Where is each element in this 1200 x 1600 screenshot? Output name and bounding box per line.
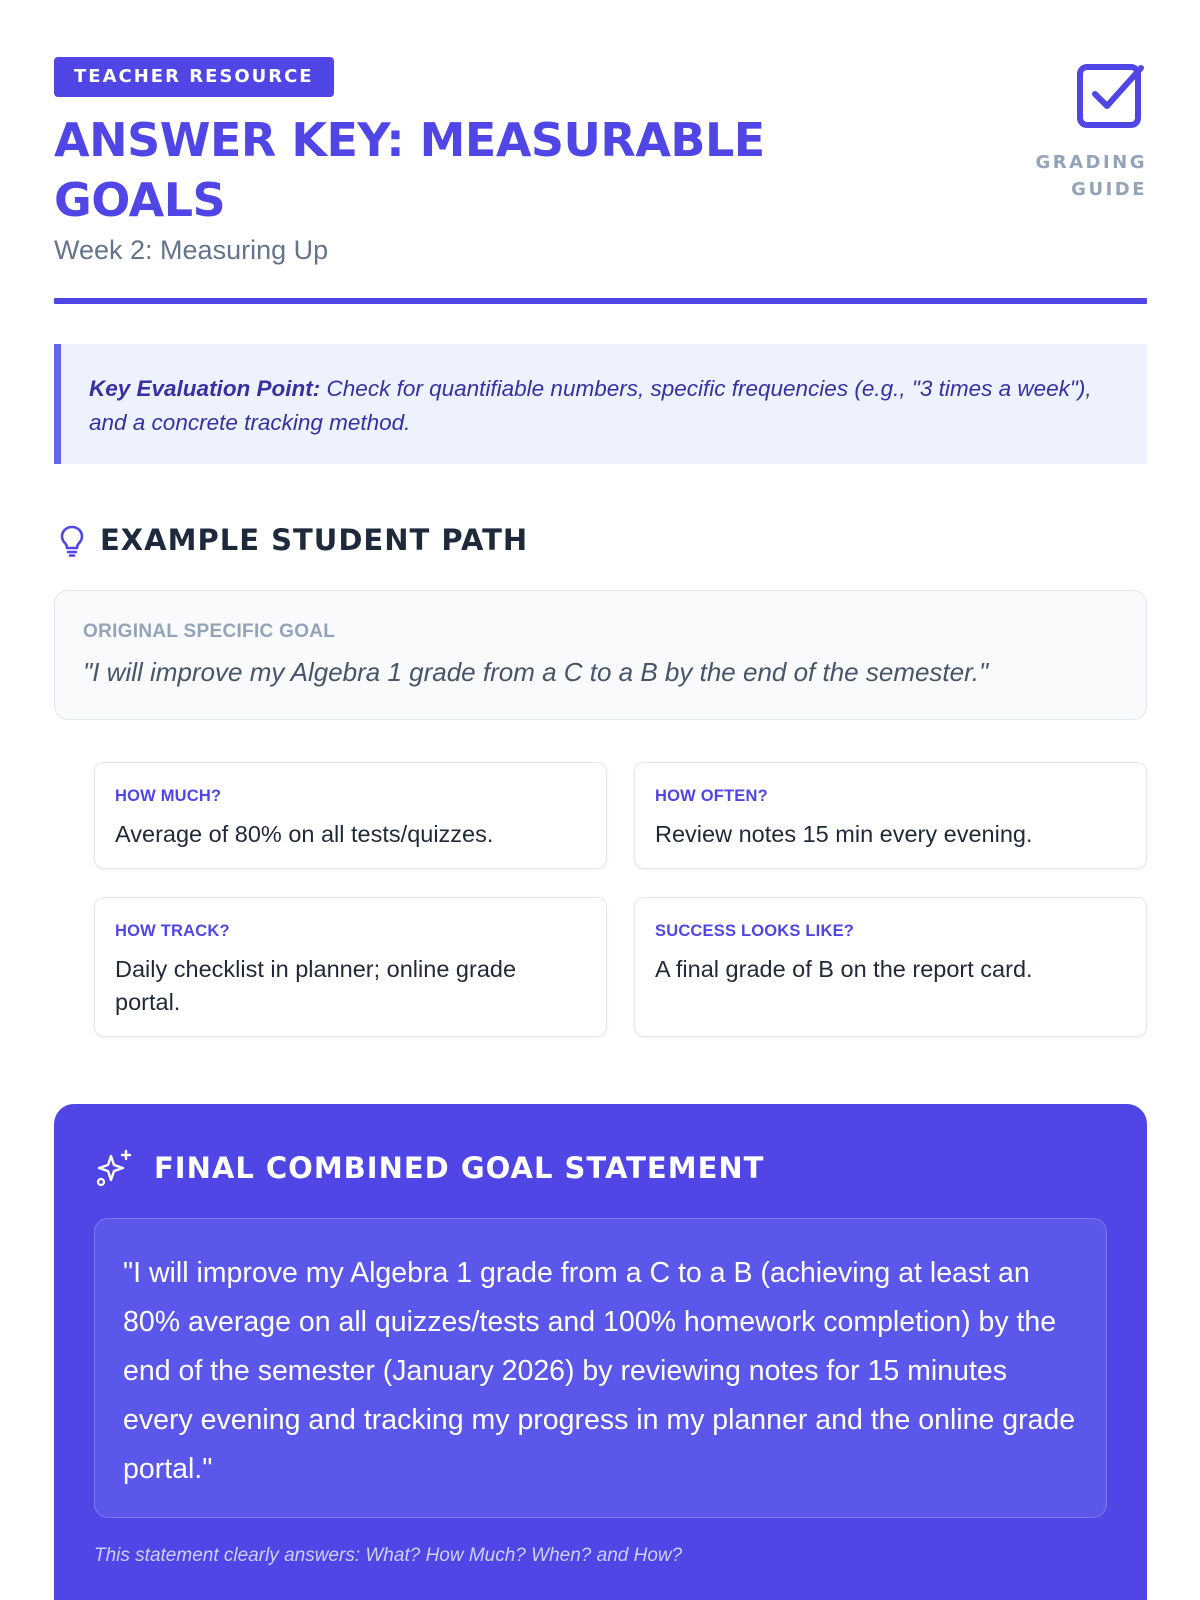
original-goal-label: ORIGINAL SPECIFIC GOAL [83, 621, 336, 642]
final-goal-title: FINAL COMBINED GOAL STATEMENT [154, 1151, 765, 1185]
callout-label: Key Evaluation Point: [89, 376, 321, 401]
answer-key-page [54, 0, 1147, 1600]
how-much-card [94, 762, 607, 869]
grading-guide-label [987, 149, 1147, 203]
original-goal-box [54, 590, 1147, 720]
card-text: Daily checklist in planner; online grade portal. [115, 956, 517, 1015]
card-text: Average of 80% on all tests/quizzes. [115, 821, 494, 847]
how-track-card [94, 897, 607, 1037]
card-text: Review notes 15 min every evening. [655, 821, 1033, 847]
checkbox-icon [1075, 58, 1147, 130]
card-label: HOW OFTEN? [655, 787, 768, 805]
card-label: HOW MUCH? [115, 787, 222, 805]
example-section-title: EXAMPLE STUDENT PATH [100, 523, 529, 557]
grading-label-line2: GUIDE [1071, 179, 1147, 200]
grading-label-line1: GRADING [1035, 152, 1147, 173]
page-subtitle: Week 2: Measuring Up [54, 235, 329, 265]
page-title: ANSWER KEY: MEASURABLE GOALS [54, 113, 765, 227]
lightbulb-icon [54, 522, 90, 558]
final-goal-panel [54, 1104, 1147, 1600]
card-label: HOW TRACK? [115, 922, 230, 940]
sparkles-icon [94, 1148, 134, 1188]
teacher-resource-badge: TEACHER RESOURCE [54, 57, 334, 97]
example-section-heading [54, 520, 528, 560]
card-text: A final grade of B on the report card. [655, 956, 1033, 982]
final-goal-statement: "I will improve my Algebra 1 grade from a C to a B (achieving at least an 80% average on all quizzes/tests and 100% homework completion) by the end of the semester (January 2026) by reviewing notes for 15 minutes every evening and tracking my progress in my planner and the online grade portal." [94, 1218, 1107, 1518]
card-label: SUCCESS LOOKS LIKE? [655, 922, 855, 940]
grading-guide [987, 58, 1147, 203]
final-goal-heading [94, 1146, 764, 1190]
callout-text: Check for quantifiable numbers, specific frequencies (e.g., "3 times a week"), and a concrete tracking method. [89, 376, 1092, 435]
success-looks-like-card [634, 897, 1147, 1037]
how-often-card [634, 762, 1147, 869]
original-goal-text: "I will improve my Algebra 1 grade from a C to a B by the end of the semester." [83, 657, 989, 687]
key-evaluation-callout [54, 344, 1147, 464]
final-goal-note: This statement clearly answers: What? How Much? When? and How? [94, 1545, 683, 1566]
header-divider [54, 298, 1147, 304]
